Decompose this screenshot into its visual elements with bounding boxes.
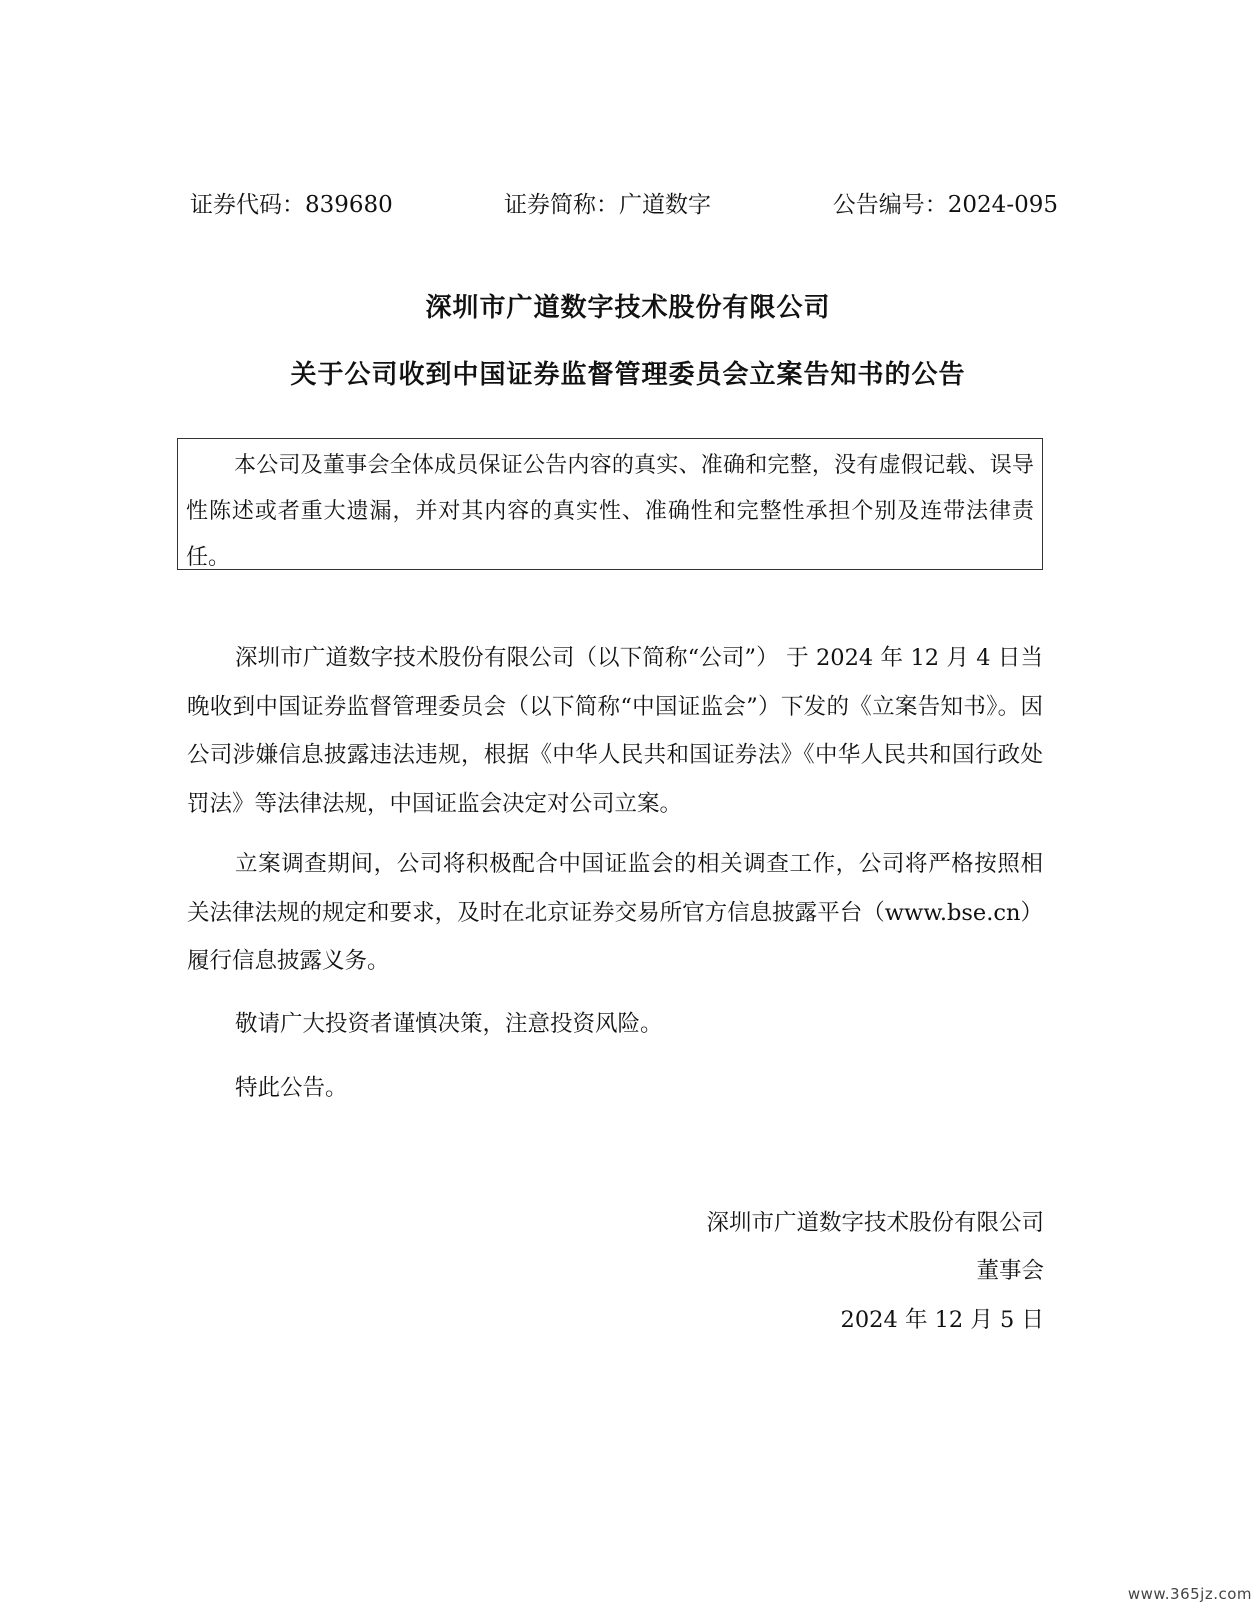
signature-date: 2024 年 12 月 5 日: [840, 1307, 1044, 1333]
paragraph-closing: 特此公告。: [235, 1075, 348, 1101]
board-statement: 本公司及董事会全体成员保证公告内容的真实、准确和完整，没有虚假记载、误导性陈述或者重大遗漏，并对其内容的真实性、准确性和完整性承担个别及连带法律责任。: [186, 453, 1034, 570]
document-header: [190, 186, 1058, 218]
site-watermark: www.365jz.com: [1127, 1585, 1252, 1603]
notice-number: 公告编号：2024-095: [832, 192, 1058, 218]
paragraph-case-notice: 深圳市广道数字技术股份有限公司（以下简称“公司”） 于 2024 年 12 月 4 日当晚收到中国证券监督管理委员会（以下简称“中国证监会”）下发的《立案告知书》。因公司涉嫌信息披露违法违规，根据《中华人民共和国证券法》《中华人民共和国行政处罚法》等法律法规，中国证监会决定对公司立案。: [187, 645, 1043, 817]
notice-title: 关于公司收到中国证券监督管理委员会立案告知书的公告: [290, 360, 966, 390]
paragraph-risk-warning: 敬请广大投资者谨慎决策，注意投资风险。: [235, 1011, 663, 1037]
company-title: 深圳市广道数字技术股份有限公司: [425, 293, 831, 323]
paragraph-cooperation: 立案调查期间，公司将积极配合中国证监会的相关调查工作，公司将严格按照相关法律法规的规定和要求，及时在北京证券交易所官方信息披露平台（www.bse.cn）履行信息披露义务。: [187, 851, 1043, 974]
stock-code: 证券代码：839680: [190, 192, 393, 218]
stock-abbreviation: 证券简称：广道数字: [504, 192, 711, 218]
board-statement-box: [177, 438, 1043, 570]
signature-board: 董事会: [976, 1258, 1044, 1284]
signature-company: 深圳市广道数字技术股份有限公司: [706, 1210, 1044, 1236]
